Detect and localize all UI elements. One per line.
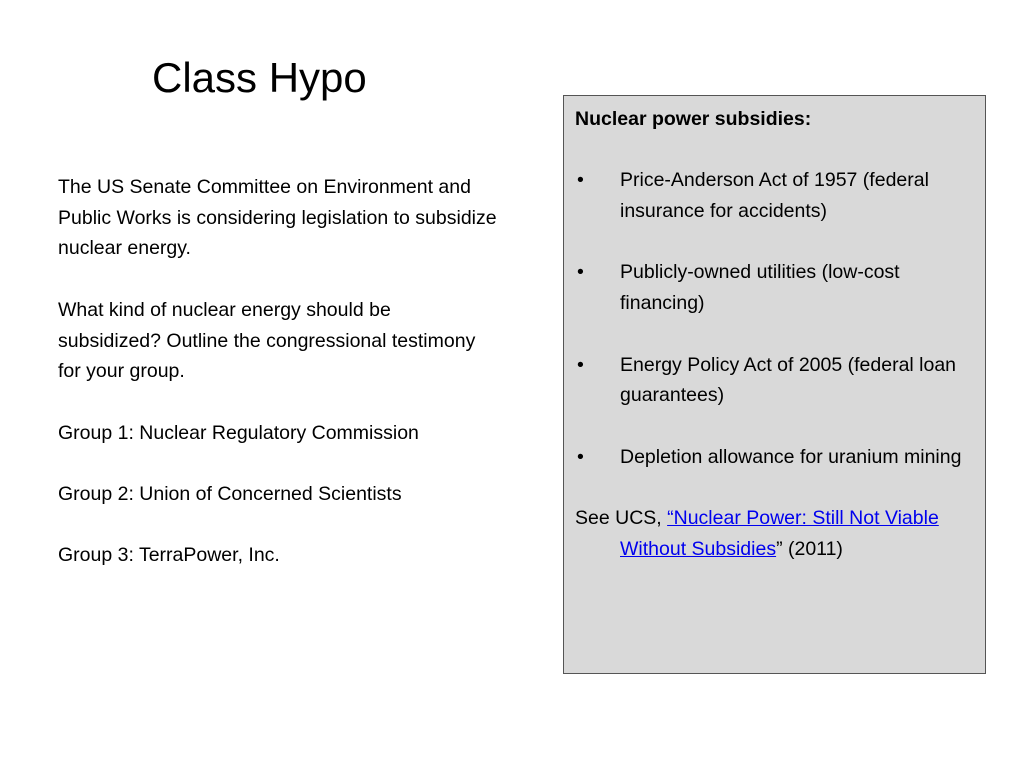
bullet-icon: • xyxy=(577,445,584,468)
question-paragraph: What kind of nuclear energy should be subsidized? Outline the congressional testimony for your group. xyxy=(58,298,476,383)
intro-paragraph: The US Senate Committee on Environment and Public Works is considering legislation to subsidize nuclear energy. xyxy=(58,176,497,260)
list-item xyxy=(575,442,975,473)
see-also-prefix: See UCS, xyxy=(575,507,668,530)
list-item xyxy=(575,165,975,226)
subsidies-box xyxy=(563,95,986,674)
subsidies-heading: Nuclear power subsidies: xyxy=(575,108,812,130)
paragraph-gap xyxy=(58,448,498,479)
group-1-text: Group 1: Nuclear Regulatory Commission xyxy=(58,421,419,444)
group-3-text: Group 3: TerraPower, Inc. xyxy=(58,544,280,567)
list-item-text: Energy Policy Act of 2005 (federal loan guarantees) xyxy=(620,353,957,407)
bullet-icon: • xyxy=(577,353,584,376)
paragraph-gap xyxy=(58,387,498,418)
subsidies-list xyxy=(575,165,975,472)
list-item xyxy=(575,350,975,411)
group-2-text: Group 2: Union of Concerned Scientists xyxy=(58,482,402,505)
paragraph-gap xyxy=(58,264,498,295)
slide-title: Class Hypo xyxy=(152,54,367,101)
list-item-text: Price-Anderson Act of 1957 (federal insurance for accidents) xyxy=(620,169,929,223)
left-text-block xyxy=(58,172,498,571)
bullet-icon: • xyxy=(577,169,584,192)
list-item xyxy=(575,257,975,318)
bullet-icon: • xyxy=(577,261,584,284)
see-also-suffix: ” (2011) xyxy=(776,537,843,560)
paragraph-gap xyxy=(58,510,498,541)
list-item-text: Depletion allowance for uranium mining xyxy=(620,445,962,468)
ucs-report-link[interactable]: “Nuclear Power: Still Not Viable Without Subsidies xyxy=(620,507,939,560)
see-also-reference xyxy=(575,503,975,564)
list-item-text: Publicly-owned utilities (low-cost financing) xyxy=(620,261,900,315)
